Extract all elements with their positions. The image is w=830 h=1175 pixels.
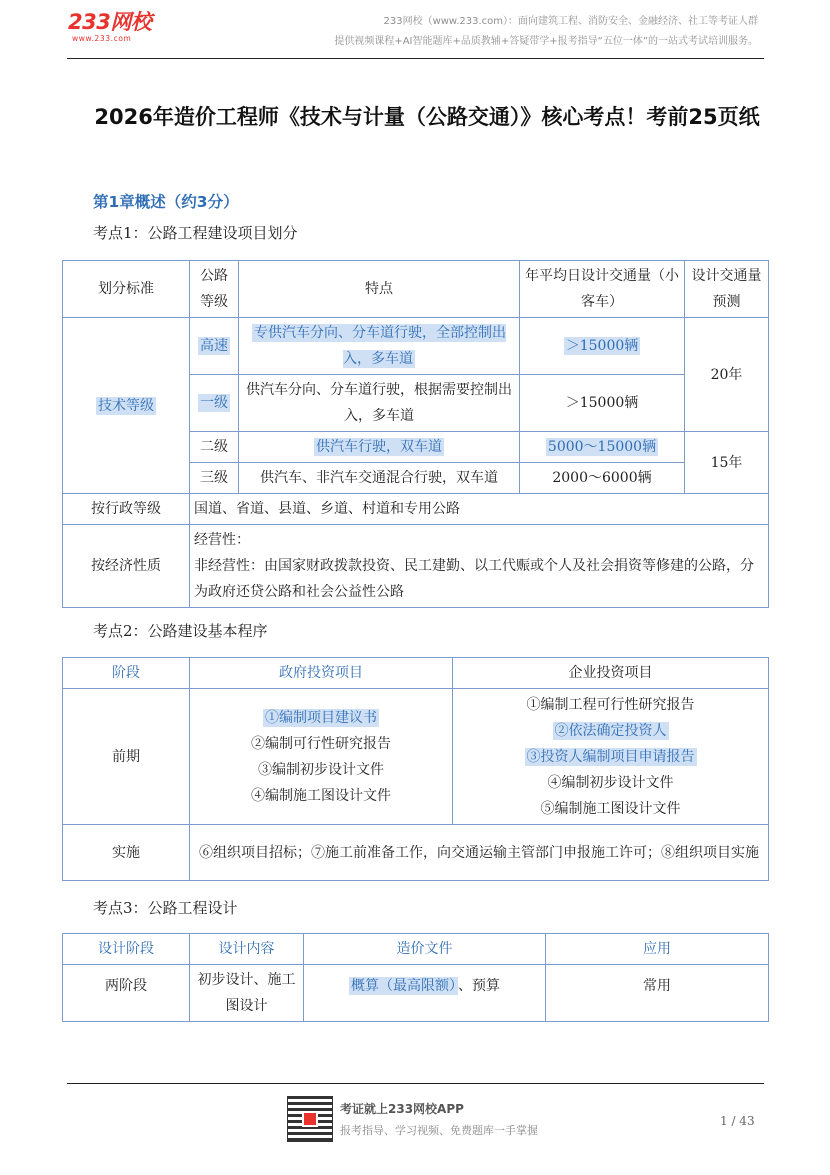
econ-line-operating: 经营性： xyxy=(194,532,250,548)
volume-text: 5000～15000辆 xyxy=(547,439,657,455)
feature-text: 专供汽车分向、分车道行驶，全部控制出入，多车道 xyxy=(254,325,506,367)
volume-cell: 2000～6000辆 xyxy=(520,463,685,494)
ent-item: ④编制初步设计文件 xyxy=(547,774,674,791)
footer-divider xyxy=(67,1083,764,1084)
grade-label: 高速 xyxy=(200,338,228,354)
econ-value xyxy=(190,525,769,608)
gov-items-cell xyxy=(190,689,453,825)
admin-label: 按行政等级 xyxy=(63,494,190,525)
volume-cell xyxy=(520,318,685,375)
page-header xyxy=(0,0,830,60)
design-stage-value: 两阶段 xyxy=(63,965,190,1022)
impl-text: ⑥组织项目招标；⑦施工前准备工作，向交通运输主管部门申报施工许可；⑧组织项目实施 xyxy=(190,825,769,881)
cost-file-rest: 、预算 xyxy=(458,978,500,994)
gov-item: ④编制施工图设计文件 xyxy=(251,787,391,804)
chapter-heading: 第1章概述（约3分） xyxy=(93,193,239,211)
qr-code-icon xyxy=(287,1096,333,1142)
logo-url: www.233.com xyxy=(72,34,132,43)
gov-item: ②编制可行性研究报告 xyxy=(251,735,391,752)
impl-stage-label: 实施 xyxy=(63,825,190,881)
econ-label: 按经济性质 xyxy=(63,525,190,608)
tech-grade-label: 技术等级 xyxy=(98,397,154,414)
col-header-standard: 划分标准 xyxy=(63,261,190,318)
design-stage-table xyxy=(62,933,769,1022)
grade-cell xyxy=(190,318,239,375)
early-stage-label: 前期 xyxy=(63,689,190,825)
grade-cell: 二级 xyxy=(190,432,239,463)
footer-app-title: 考证就上233网校APP xyxy=(340,1102,464,1116)
volume-cell: ＞15000辆 xyxy=(520,375,685,432)
usage-value: 常用 xyxy=(546,965,769,1022)
ent-item: ③投资人编制项目申请报告 xyxy=(526,748,695,765)
grade-label: 一级 xyxy=(200,395,228,411)
page-number: 1 / 43 xyxy=(720,1114,755,1128)
grade-cell: 三级 xyxy=(190,463,239,494)
ent-items-cell xyxy=(453,689,769,825)
header-line-1: 233网校（www.233.com）：面向建筑工程、消防安全、金融经济、社工等考证人群 xyxy=(383,16,758,27)
header-tagline xyxy=(334,12,758,52)
volume-cell xyxy=(520,432,685,463)
header-line-2: 提供视频课程+AI智能题库+品质教辅+答疑带学+报考指导“五位一体”的一站式考试培训服务。 xyxy=(334,36,758,47)
cost-file-value xyxy=(304,965,546,1022)
qr-logo xyxy=(302,1111,318,1127)
col-header-ent: 企业投资项目 xyxy=(453,658,769,689)
construction-procedure-table xyxy=(62,657,769,881)
point-2-heading: 考点2：公路建设基本程序 xyxy=(93,622,268,640)
gov-item: ①编制项目建议书 xyxy=(265,709,377,726)
col-header-usage: 应用 xyxy=(546,934,769,965)
design-content-value: 初步设计、施工图设计 xyxy=(190,965,304,1022)
highway-classification-table xyxy=(62,260,769,608)
col-header-grade: 公路等级 xyxy=(190,261,239,318)
logo-text: 233网校 xyxy=(68,10,152,34)
grade-cell xyxy=(190,375,239,432)
logo xyxy=(68,10,160,44)
point-1-heading: 考点1：公路工程建设项目划分 xyxy=(93,224,298,242)
volume-text: ＞15000辆 xyxy=(565,338,639,354)
col-header-stage: 阶段 xyxy=(63,658,190,689)
tech-grade-cell xyxy=(63,318,190,494)
col-header-design-stage: 设计阶段 xyxy=(63,934,190,965)
ent-item: ②依法确定投资人 xyxy=(554,722,667,739)
col-header-gov: 政府投资项目 xyxy=(190,658,453,689)
col-header-design-content: 设计内容 xyxy=(190,934,304,965)
feature-cell xyxy=(239,432,520,463)
feature-cell: 供汽车、非汽车交通混合行驶，双车道 xyxy=(239,463,520,494)
cost-file-highlight: 概算（最高限额） xyxy=(351,978,456,994)
forecast-cell: 15年 xyxy=(685,432,769,494)
col-header-cost-file: 造价文件 xyxy=(304,934,546,965)
point-3-heading: 考点3：公路工程设计 xyxy=(93,899,238,917)
col-header-volume: 年平均日设计交通量（小客车） xyxy=(520,261,685,318)
ent-item: ⑤编制施工图设计文件 xyxy=(540,800,681,817)
col-header-forecast: 设计交通量预测 xyxy=(685,261,769,318)
forecast-cell: 20年 xyxy=(685,318,769,432)
footer-app-subtitle: 报考指导、学习视频、免费题库一手掌握 xyxy=(340,1124,538,1137)
feature-cell xyxy=(239,318,520,375)
feature-text: 供汽车行驶，双车道 xyxy=(316,439,442,455)
document-title: 2026年造价工程师《技术与计量（公路交通）》核心考点！考前25页纸 xyxy=(94,105,760,129)
admin-value: 国道、省道、县道、乡道、村道和专用公路 xyxy=(190,494,769,525)
ent-item: ①编制工程可行性研究报告 xyxy=(526,696,695,713)
gov-item: ③编制初步设计文件 xyxy=(258,761,384,778)
col-header-feature: 特点 xyxy=(239,261,520,318)
feature-cell: 供汽车分向、分车道行驶，根据需要控制出入，多车道 xyxy=(239,375,520,432)
econ-line-nonoperating: 非经营性：由国家财政拨款投资、民工建勤、以工代赈或个人及社会捐资等修建的公路，分为政府还贷公路和社会公益性公路 xyxy=(194,558,754,600)
header-divider xyxy=(67,58,764,59)
